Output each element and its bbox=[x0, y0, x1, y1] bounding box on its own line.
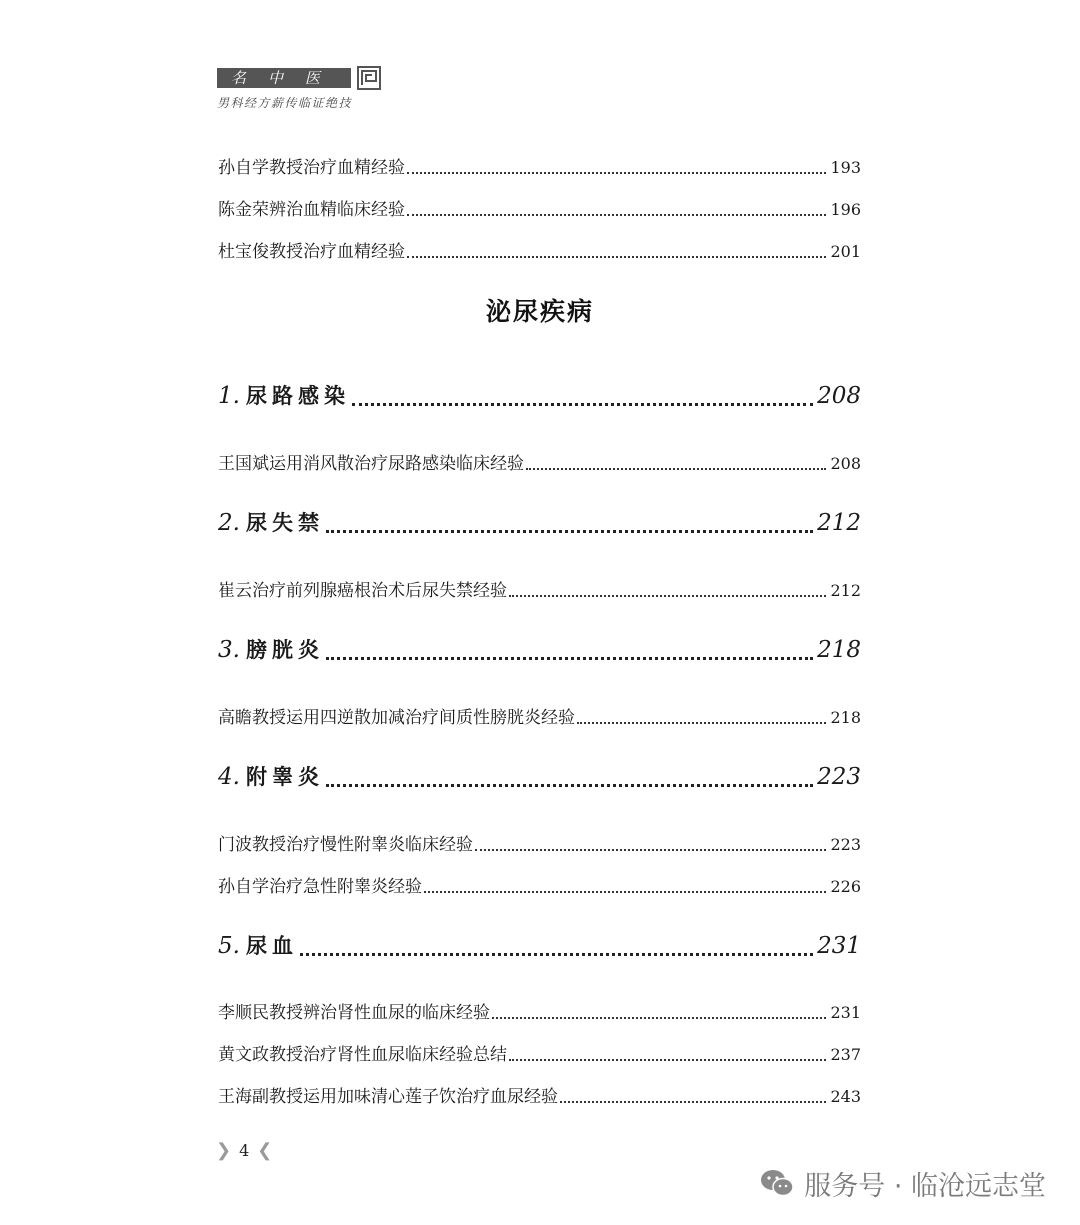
chapter-page: 212 bbox=[817, 510, 861, 536]
toc-entry-page: 201 bbox=[830, 242, 861, 261]
leader-dots bbox=[560, 1100, 826, 1103]
chapter-heading[interactable] bbox=[218, 380, 861, 416]
chapter-page: 218 bbox=[817, 637, 861, 663]
toc-entry-page: 243 bbox=[830, 1087, 861, 1106]
toc-entry-page: 208 bbox=[830, 454, 861, 473]
leader-dots bbox=[492, 1016, 826, 1019]
page-number: 4 bbox=[239, 1140, 250, 1160]
chapter-heading[interactable] bbox=[218, 507, 861, 543]
watermark bbox=[760, 1163, 1046, 1203]
toc-entry[interactable] bbox=[218, 237, 861, 265]
toc-entry[interactable] bbox=[218, 1082, 861, 1110]
toc-entry[interactable] bbox=[218, 576, 861, 604]
toc-entry-title: 杜宝俊教授治疗血精经验 bbox=[218, 242, 405, 262]
toc-entry-title: 李顺民教授辨治肾性血尿的临床经验 bbox=[218, 1003, 490, 1023]
leader-dots bbox=[326, 656, 813, 660]
toc-entry-title: 孙自学治疗急性附睾炎经验 bbox=[218, 877, 422, 897]
toc-entry-title: 崔云治疗前列腺癌根治术后尿失禁经验 bbox=[218, 581, 507, 601]
section-title: 泌尿疾病 bbox=[485, 297, 594, 326]
toc-entry-page: 226 bbox=[830, 877, 861, 896]
toc-entry[interactable] bbox=[218, 998, 861, 1026]
chapter-number: 3. bbox=[218, 637, 240, 663]
toc-entry[interactable] bbox=[218, 1040, 861, 1068]
chapter-heading[interactable] bbox=[218, 930, 861, 966]
toc-entry-page: 218 bbox=[830, 708, 861, 727]
leader-dots bbox=[300, 952, 813, 956]
leader-dots bbox=[326, 529, 813, 533]
toc-entry-page: 193 bbox=[830, 158, 861, 177]
right-ornament-icon: ❮ bbox=[257, 1139, 273, 1161]
toc-entry-page: 212 bbox=[830, 581, 861, 600]
leader-dots bbox=[326, 783, 813, 787]
chapter-title: 附睾炎 bbox=[245, 765, 324, 789]
toc-entry[interactable] bbox=[218, 830, 861, 858]
chapter-number: 2. bbox=[218, 510, 240, 536]
chapter-page: 223 bbox=[817, 764, 861, 790]
toc-entry-page: 231 bbox=[830, 1003, 861, 1022]
toc-entry[interactable] bbox=[218, 703, 861, 731]
toc-entry-title: 王国斌运用消风散治疗尿路感染临床经验 bbox=[218, 454, 524, 474]
chapter-title: 膀胱炎 bbox=[245, 638, 324, 662]
meander-ornament-icon bbox=[357, 66, 381, 90]
toc-entry-page: 223 bbox=[830, 835, 861, 854]
toc-entry-title: 门波教授治疗慢性附睾炎临床经验 bbox=[218, 835, 473, 855]
chapter-title: 尿路感染 bbox=[245, 384, 350, 408]
chapter-page: 208 bbox=[817, 383, 861, 409]
toc-entry-page: 196 bbox=[830, 200, 861, 219]
chapter-number: 4. bbox=[218, 764, 240, 790]
leader-dots bbox=[424, 890, 826, 893]
toc-entry-title: 陈金荣辨治血精临床经验 bbox=[218, 200, 405, 220]
running-header bbox=[217, 66, 382, 114]
wechat-icon bbox=[760, 1168, 794, 1198]
book-subtitle: 男科经方薪传临证绝技 bbox=[217, 96, 353, 110]
chapter-title: 尿血 bbox=[245, 934, 298, 958]
toc-entry-title: 王海副教授运用加味清心莲子饮治疗血尿经验 bbox=[218, 1087, 558, 1107]
toc-entry[interactable] bbox=[218, 195, 861, 223]
chapter-heading[interactable] bbox=[218, 634, 861, 670]
watermark-text: 服务号 · 临沧远志堂 bbox=[804, 1170, 1046, 1202]
toc-entry[interactable] bbox=[218, 449, 861, 477]
chapter-number: 5. bbox=[218, 933, 240, 959]
chapter-page: 231 bbox=[817, 933, 861, 959]
leader-dots bbox=[577, 721, 826, 724]
toc-entry-page: 237 bbox=[830, 1045, 861, 1064]
leader-dots bbox=[407, 213, 826, 216]
toc-entry[interactable] bbox=[218, 153, 861, 181]
footer-page-number bbox=[216, 1138, 272, 1162]
left-ornament-icon: ❯ bbox=[216, 1139, 232, 1161]
chapter-title: 尿失禁 bbox=[245, 511, 324, 535]
toc-entry-title: 黄文政教授治疗肾性血尿临床经验总结 bbox=[218, 1045, 507, 1065]
leader-dots bbox=[407, 171, 826, 174]
chapter-heading[interactable] bbox=[218, 761, 861, 797]
toc-entry[interactable] bbox=[218, 872, 861, 900]
leader-dots bbox=[509, 594, 826, 597]
leader-dots bbox=[526, 467, 826, 470]
toc-entry-title: 孙自学教授治疗血精经验 bbox=[218, 158, 405, 178]
leader-dots bbox=[475, 848, 826, 851]
leader-dots bbox=[407, 255, 826, 258]
brand-banner: 名中医 bbox=[217, 68, 351, 88]
leader-dots bbox=[352, 402, 813, 406]
leader-dots bbox=[509, 1058, 826, 1061]
toc-entry-title: 高瞻教授运用四逆散加减治疗间质性膀胱炎经验 bbox=[218, 708, 575, 728]
chapter-number: 1. bbox=[218, 383, 240, 409]
